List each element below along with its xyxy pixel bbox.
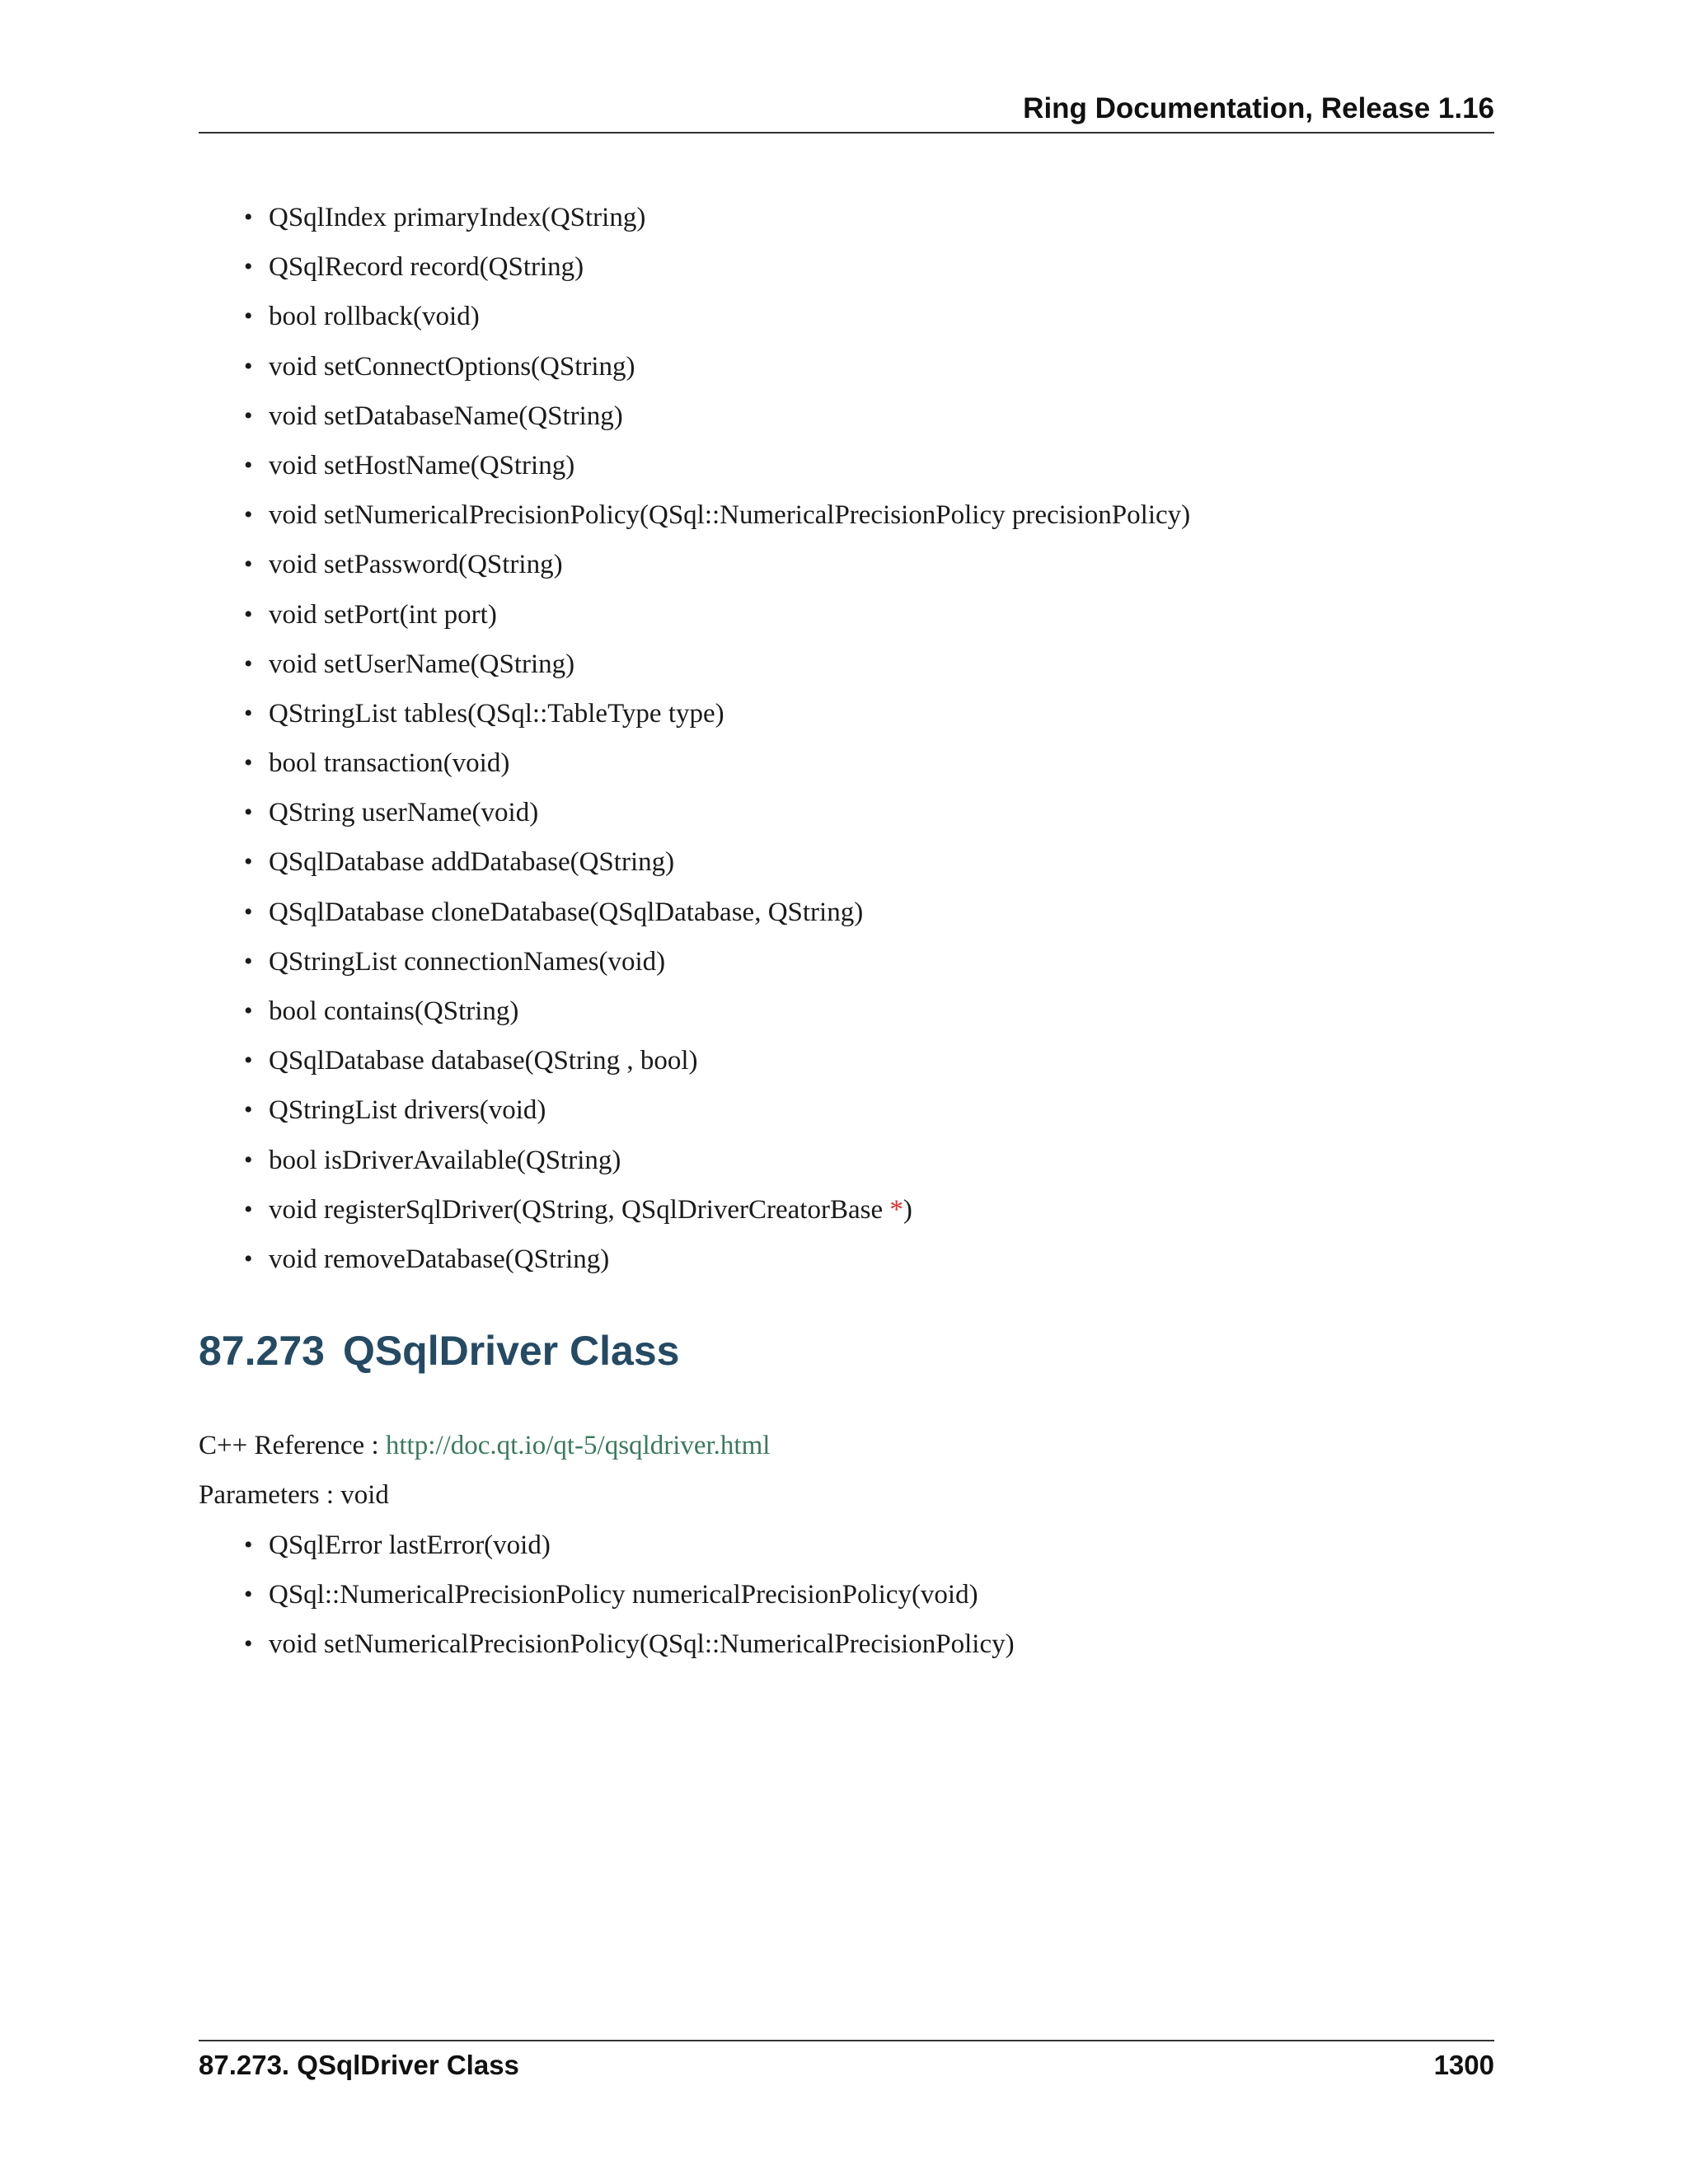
header-title: Ring Documentation, Release 1.16	[1023, 92, 1494, 124]
bullet-icon: •	[244, 302, 253, 330]
page-footer	[199, 2040, 1494, 2080]
cpp-reference-line	[199, 1429, 770, 1462]
section-title: QSqlDriver Class	[342, 1328, 680, 1374]
bullet-icon: •	[244, 204, 253, 231]
bullet-icon: •	[244, 1047, 253, 1075]
method-list-qsqldriver	[244, 1521, 1480, 1670]
bullet-icon: •	[244, 997, 253, 1024]
list-item: • void setNumericalPrecisionPolicy(QSql::NumericalPrecisionPolicy precisionPolicy)	[244, 490, 1480, 540]
bullet-icon: •	[244, 947, 253, 975]
list-item: • void setPort(int port)	[244, 590, 1480, 640]
bullet-icon: •	[244, 551, 253, 579]
list-item: • bool rollback(void)	[244, 292, 1480, 341]
list-item: • void setHostName(QString)	[244, 441, 1480, 490]
bullet-icon: •	[244, 501, 253, 529]
list-item: • QSql::NumericalPrecisionPolicy numericalPrecisionPolicy(void)	[244, 1570, 1480, 1619]
bullet-icon: •	[244, 1195, 253, 1223]
list-item: • void setNumericalPrecisionPolicy(QSql::NumericalPrecisionPolicy)	[244, 1619, 1480, 1669]
list-item: • void setUserName(QString)	[244, 640, 1480, 689]
pointer-asterisk: *	[889, 1194, 903, 1225]
list-item: • QSqlError lastError(void)	[244, 1521, 1480, 1570]
list-item: • void removeDatabase(QString)	[244, 1235, 1480, 1284]
bullet-icon: •	[244, 699, 253, 727]
bullet-icon: •	[244, 352, 253, 380]
list-item: • QStringList drivers(void)	[244, 1085, 1480, 1135]
method-list-qsqldatabase	[244, 193, 1480, 1284]
list-item: • QSqlDatabase cloneDatabase(QSqlDatabase, QString)	[244, 888, 1480, 937]
bullet-icon: •	[244, 1531, 253, 1558]
bullet-icon: •	[244, 451, 253, 479]
bullet-icon: •	[244, 401, 253, 429]
bullet-icon: •	[244, 1146, 253, 1174]
list-item: • QStringList tables(QSql::TableType type)	[244, 689, 1480, 738]
list-item: • QSqlDatabase addDatabase(QString)	[244, 837, 1480, 887]
bullet-icon: •	[244, 898, 253, 926]
list-item: • QSqlRecord record(QString)	[244, 242, 1480, 292]
list-item: • QSqlIndex primaryIndex(QString)	[244, 193, 1480, 242]
parameters-line: Parameters : void	[199, 1480, 389, 1510]
list-item: • QStringList connectionNames(void)	[244, 937, 1480, 987]
page-header	[199, 91, 1494, 134]
list-item: • bool isDriverAvailable(QString)	[244, 1136, 1480, 1185]
cpp-reference-label: C++ Reference :	[199, 1431, 386, 1460]
list-item: • void setPassword(QString)	[244, 540, 1480, 589]
bullet-icon: •	[244, 799, 253, 827]
list-item: • bool transaction(void)	[244, 738, 1480, 788]
list-item: • void registerSqlDriver(QString, QSqlDriverCreatorBase *)	[244, 1185, 1480, 1235]
section-heading	[199, 1327, 679, 1375]
list-item: • void setConnectOptions(QString)	[244, 342, 1480, 391]
cpp-reference-link[interactable]: http://doc.qt.io/qt-5/qsqldriver.html	[385, 1431, 771, 1460]
bullet-icon: •	[244, 649, 253, 677]
bullet-icon: •	[244, 1096, 253, 1124]
bullet-icon: •	[244, 749, 253, 777]
bullet-icon: •	[244, 600, 253, 628]
section-number: 87.273	[199, 1328, 325, 1374]
bullet-icon: •	[244, 1630, 253, 1658]
bullet-icon: •	[244, 1581, 253, 1609]
page-number: 1300	[1433, 2050, 1494, 2080]
list-item: • void setDatabaseName(QString)	[244, 391, 1480, 441]
list-item: • QSqlDatabase database(QString , bool)	[244, 1036, 1480, 1085]
footer-section: 87.273. QSqlDriver Class	[199, 2050, 519, 2080]
list-item: • QString userName(void)	[244, 788, 1480, 837]
bullet-icon: •	[244, 253, 253, 281]
list-item: • bool contains(QString)	[244, 987, 1480, 1036]
bullet-icon: •	[244, 1244, 253, 1272]
bullet-icon: •	[244, 848, 253, 876]
